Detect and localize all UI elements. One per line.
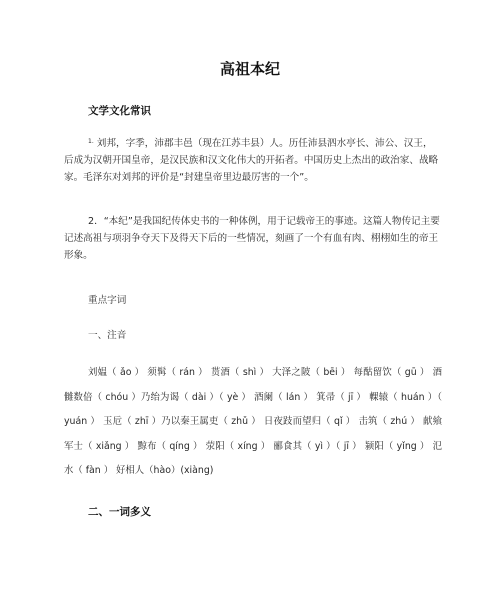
section-heading-literature: 文学文化常识 [88, 105, 151, 117]
pronunciation-list: 刘媪（ ǎo ） 须髯（ rán ） 贳酒（ shì ） 大泽之陂（ bēi ） 每酤留饮（ gū ） 酒雠数倍（ chóu ）乃绐为谒（ dài ）（ yè ） 酒阑（ lán ） 箕帚（ jī ） 輠辕（ huán ）（ yuán ） 玉卮（ zhī ）乃以秦王属吏（ zhǔ ） 日夜跂而望归（ qǐ ） 击筑（ zhú ） 献飨军士（ xiǎng ） 黥布（ qíng ） 荥阳（ xíng ） 郦食其（ yì ）（ jī ） 颍阳（ yǐng ） 氾水（ fàn ） 好相人（hào）(xiàng) [64, 367, 442, 476]
polysemy-heading: 二、一词多义 [88, 506, 151, 518]
page-title: 高祖本纪 [219, 60, 280, 78]
key-words-label: 重点字词 [88, 295, 127, 306]
paragraph-2: 2．“本纪”是我国纪传体史书的一种体例，用于记载帝王的事迹。这篇人物传记主要记述高祖与项羽争夺天下及得天下后的一些情况，刻画了一个有血有肉、栩栩如生的帝王形象。 [64, 216, 440, 261]
paragraph-1-text: 刘邦，字季，沛郡丰邑（现在江苏丰县）人。历任沛县泗水亭长、沛公、汉王，后成为汉朝开国皇帝，是汉民族和汉文化伟大的开拓者。中国历史上杰出的政治家、战略家。毛泽东对刘邦的评价是“封建皇帝里边最厉害的一个”。 [64, 138, 439, 183]
paragraph-1-number: 1. [88, 138, 94, 145]
pronunciation-heading: 一、注音 [88, 330, 127, 341]
paragraph-1 [64, 135, 442, 186]
